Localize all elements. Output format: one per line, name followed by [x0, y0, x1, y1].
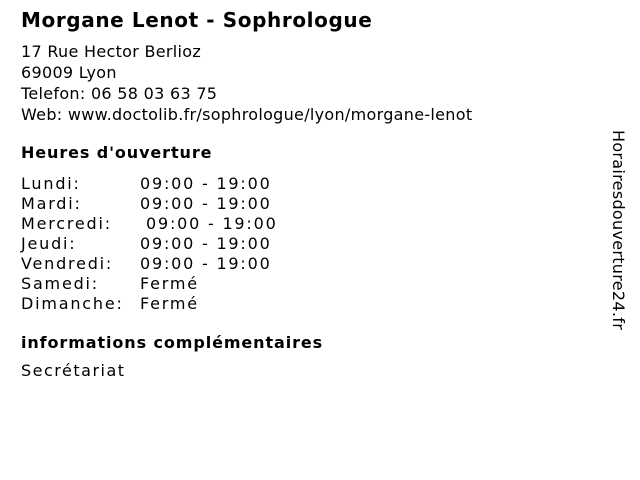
additional-info-text: Secrétariat — [21, 361, 126, 380]
phone-label: Telefon: — [21, 84, 86, 103]
address-block — [21, 41, 472, 125]
web-url: www.doctolib.fr/sophrologue/lyon/morgane-lenot — [67, 105, 473, 124]
day-hours: 09:00 - 19:00 — [140, 194, 272, 213]
day-label: Dimanche: — [21, 294, 124, 313]
phone-line — [21, 83, 472, 104]
additional-info-heading: informations complémentaires — [21, 333, 324, 352]
day-label: Samedi: — [21, 274, 99, 293]
day-label: Lundi: — [21, 174, 81, 193]
hours-row-samedi — [21, 274, 278, 294]
day-label: Mercredi: — [21, 214, 112, 233]
web-label: Web: — [21, 105, 63, 124]
day-hours: Fermé — [140, 274, 199, 293]
hours-row-lundi — [21, 174, 278, 194]
hours-row-mardi — [21, 194, 278, 214]
day-hours: 09:00 - 19:00 — [140, 254, 272, 273]
hours-row-dimanche — [21, 294, 278, 314]
day-hours: 09:00 - 19:00 — [140, 234, 272, 253]
address-street: 17 Rue Hector Berlioz — [21, 42, 202, 61]
page-title: Morgane Lenot - Sophrologue — [21, 8, 373, 32]
day-label: Mardi: — [21, 194, 82, 213]
phone-number: 06 58 03 63 75 — [90, 84, 218, 103]
day-label: Jeudi: — [21, 234, 77, 253]
hours-row-vendredi — [21, 254, 278, 274]
hours-row-jeudi — [21, 234, 278, 254]
address-city: 69009 Lyon — [21, 63, 117, 82]
hours-row-mercredi — [21, 214, 278, 234]
opening-hours-table — [21, 174, 278, 314]
web-line — [21, 104, 472, 125]
day-hours: 09:00 - 19:00 — [146, 214, 278, 233]
day-hours: 09:00 - 19:00 — [140, 174, 272, 193]
site-watermark: Horairesdouverture24.fr — [609, 130, 628, 331]
opening-hours-heading: Heures d'ouverture — [21, 143, 213, 162]
day-hours: Fermé — [140, 294, 199, 313]
day-label: Vendredi: — [21, 254, 114, 273]
